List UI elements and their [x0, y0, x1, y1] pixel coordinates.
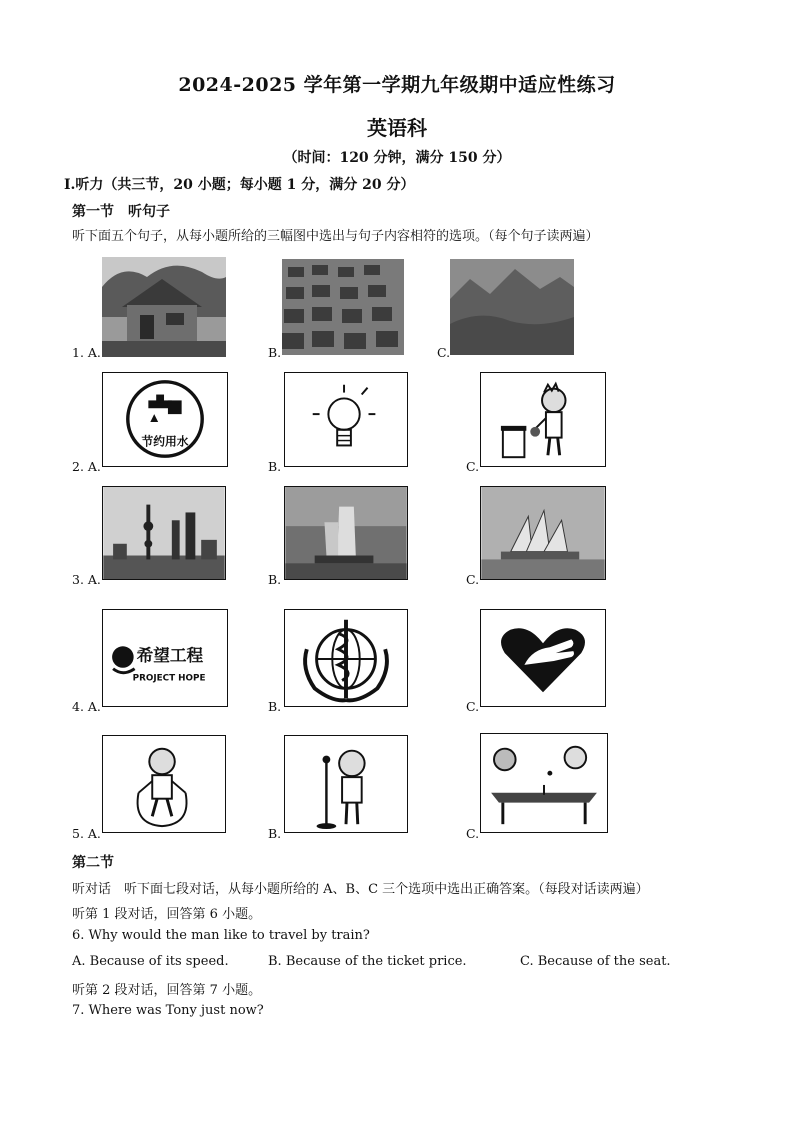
old-house-photo-icon	[102, 257, 226, 357]
q3-option-c-opera-house[interactable]	[480, 486, 606, 580]
kids-playing-ping-pong-icon	[481, 734, 607, 832]
exam-title: 2024-2025 学年第一学期九年级期中适应性练习	[178, 74, 616, 96]
q5-label-c: C.	[466, 826, 480, 841]
q5-option-c-ping-pong[interactable]	[480, 733, 608, 833]
q7-question: 7. Where was Tony just now?	[72, 1003, 264, 1018]
q3-option-a-shanghai-skyline[interactable]	[102, 486, 226, 580]
time-note: （时间：120 分钟，满分 150 分）	[283, 150, 511, 166]
q4-option-c-volunteer-logo[interactable]	[480, 609, 606, 707]
q4-label-c: C.	[466, 699, 480, 714]
q5-option-b-singing[interactable]	[284, 735, 408, 833]
q6-option-c[interactable]: C. Because of the seat.	[520, 954, 671, 969]
q2-option-a-save-water[interactable]	[102, 372, 228, 467]
q6-option-b[interactable]: B. Because of the ticket price.	[268, 954, 467, 969]
q5-label-a: 5. A.	[72, 826, 101, 841]
boy-jumping-rope-icon	[103, 736, 225, 832]
q4-label-a: 4. A.	[72, 699, 101, 714]
save-water-text: 节约用水	[141, 434, 189, 449]
q5-option-a-jump-rope[interactable]	[102, 735, 226, 833]
q4-label-b: B.	[268, 699, 282, 714]
q2-label-b: B.	[268, 459, 282, 474]
q5-label-b: B.	[268, 826, 282, 841]
q2-label-a: 2. A.	[72, 459, 101, 474]
mountains-photo-icon	[450, 259, 574, 355]
q1-label-c: C.	[437, 345, 451, 360]
q3-option-b-sailing-ship[interactable]	[284, 486, 408, 580]
dialog2-note: 听第 2 段对话，回答第 7 小题。	[72, 983, 262, 998]
q1-option-b-traffic-jam[interactable]	[282, 259, 404, 355]
shanghai-skyline-photo-icon	[103, 487, 225, 579]
q1-label-a: 1. A.	[72, 345, 101, 360]
part1-heading: Ⅰ.听力（共三节，20 小题；每小题 1 分，满分 20 分）	[64, 177, 415, 193]
q2-label-c: C.	[466, 459, 480, 474]
section1-heading: 第一节 听句子	[72, 204, 170, 220]
exam-subject: 英语科	[367, 116, 427, 140]
q3-label-c: C.	[466, 572, 480, 587]
q2-option-c-recycling[interactable]	[480, 372, 606, 467]
q4-option-b-who-emblem[interactable]	[284, 609, 408, 707]
traffic-jam-photo-icon	[282, 259, 404, 355]
sailing-ship-photo-icon	[285, 487, 407, 579]
project-hope-cn-text: 希望工程	[136, 644, 204, 665]
q3-label-b: B.	[268, 572, 282, 587]
volunteer-heart-hand-logo-icon	[481, 610, 605, 706]
boy-recycling-trash-icon	[481, 373, 605, 466]
save-water-sign-icon	[103, 373, 227, 466]
q1-label-b: B.	[268, 345, 282, 360]
q2-option-b-light-bulb[interactable]	[284, 372, 408, 467]
q1-option-c-mountains[interactable]	[450, 259, 574, 355]
section1-instruction: 听下面五个句子，从每小题所给的三幅图中选出与句子内容相符的选项。（每个句子读两遍）	[72, 229, 599, 244]
who-emblem-icon	[285, 610, 407, 706]
project-hope-logo-icon	[103, 610, 227, 706]
section2-instruction: 听对话 听下面七段对话，从每小题所给的 A、B、C 三个选项中选出正确答案。（每段对话读两遍）	[72, 882, 649, 897]
q1-option-a-old-house[interactable]	[102, 257, 226, 357]
section2-heading: 第二节	[72, 855, 114, 871]
q6-question: 6. Why would the man like to travel by train?	[72, 928, 370, 943]
q3-label-a: 3. A.	[72, 572, 101, 587]
dialog1-note: 听第 1 段对话，回答第 6 小题。	[72, 907, 262, 922]
q4-option-a-project-hope[interactable]	[102, 609, 228, 707]
boy-singing-microphone-icon	[285, 736, 407, 832]
sydney-opera-house-photo-icon	[481, 487, 605, 579]
q6-option-a[interactable]: A. Because of its speed.	[72, 954, 229, 969]
light-bulb-icon	[285, 373, 407, 466]
project-hope-en-text: PROJECT HOPE	[132, 673, 206, 684]
